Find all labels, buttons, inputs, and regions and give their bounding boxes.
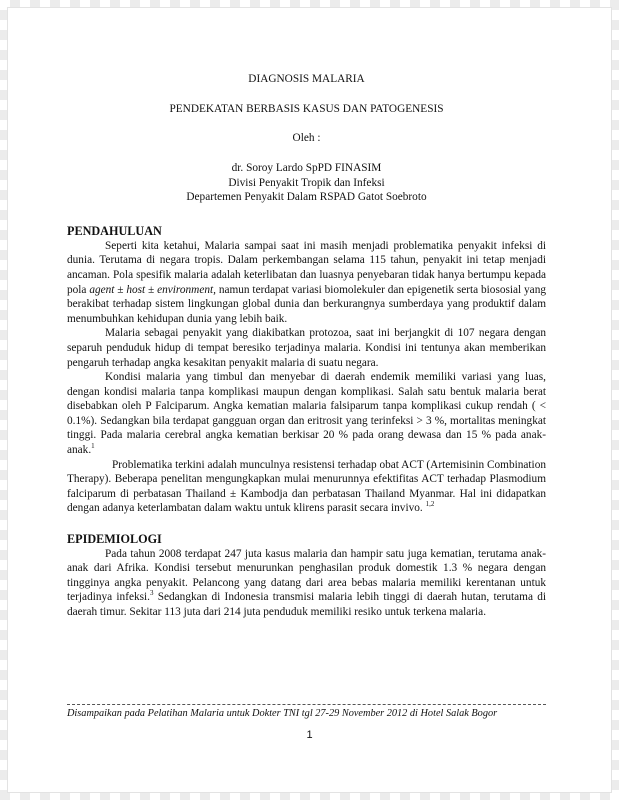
section-heading-epidemiologi: EPIDEMIOLOGI [67,532,162,547]
paragraph-intro-3 [67,370,546,458]
paragraph-intro-4 [67,458,546,516]
reference-superscript: 1 [91,442,95,451]
footer-note: Disampaikan pada Pelatihan Malaria untuk Dokter TNI tgl 27-29 November 2012 di Hotel Salak Bogor [67,708,498,719]
paragraph-text: Problematika terkini adalah munculnya resistensi terhadap obat ACT (Artemisinin Combination Therapy). Beberapa penelitan mengungkapkan mulai menurunnya efektifitas ACT terhadap Plasmodium falciparum di perbatasan Thailand ± Kambodja dan perbatasan Thailand Myanmar. Hal ini didapatkan dengan adanya keterlambatan dalam waktu untuk klirens parasit secara invivo. [67,458,546,515]
paragraph-epid-1 [67,547,546,620]
paragraph-intro-1 [67,239,546,327]
author-department: Departemen Penyakit Dalam RSPAD Gatot Soebroto [186,191,427,204]
reference-superscript: 1,2 [425,500,435,509]
paragraph-text: Sedangkan di Indonesia transmisi malaria lebih tinggi di daerah hutan, terutama di daerah timur. Sekitar 113 juta dari 214 juta penduduk memiliki resiko untuk terkena malaria. [67,591,546,619]
footer-divider [67,704,546,705]
doc-subtitle: PENDEKATAN BERBASIS KASUS DAN PATOGENESIS [169,102,444,115]
author-block [67,161,546,205]
author-division: Divisi Penyakit Tropik dan Infeksi [228,176,385,189]
paragraph-text: namun terdapat variasi biomolekuler dan epigenetik serta biososial yang berakibat terhadap sistem lingkungan global dunia dan berkurangnya sumberdaya yang produktif dalam menumbuhkan kehidupan dunia yang lebih baik. [67,283,546,325]
italic-term: agent ± host ± environment, [89,283,216,296]
paragraph-text: Pada tahun 2008 terdapat 247 juta kasus malaria dan hampir satu juga kematian, terutama anak-anak dari Afrika. Kondisi tersebut menurunkan penghasilan produk domestik 1.3 % negara dengan tingginya angka penyakit. Pelancong yang datang dari area bebas malaria memiliki kerentanan untuk terjadinya infeksi. [67,547,546,604]
paragraph-intro-2: Malaria sebagai penyakit yang diakibatkan protozoa, saat ini berjangkit di 107 negara dengan separuh penduduk hidup di tempat beresiko terjadinya malaria. Kondisi ini tentunya akan memberikan pengaruh terhadap angka kesakitan penyakit malaria di suatu negara. [67,327,546,369]
document-body [67,72,546,620]
section-heading-pendahuluan: PENDAHULUAN [67,224,162,239]
paragraph-text: Seperti kita ketahui, Malaria sampai saat ini masih menjadi problematika penyakit infeksi di dunia. Terutama di negara tropis. Dalam perkembangan selama 115 tahun, penyakit ini tetap menjadi ancaman. Pola spesifik malaria adalah keterlibatan dan luasnya penyebaran tidak hanya bertumpu kepada pola [67,239,546,296]
page-number: 1 [306,729,313,741]
author-name: dr. Soroy Lardo SpPD FINASIM [231,161,382,174]
paragraph-text: Kondisi malaria yang timbul dan menyebar di daerah endemik memiliki variasi yang luas, dengan kondisi malaria tanpa komplikasi maupun dengan komplikasi. Salah satu bentuk malaria berat disebabkan oleh P Falciparum. Angka kematian malaria falsiparum tanpa komplikasi cukup rendah ( < 0.1%). Sedangkan bila terdapat gangguan organ dan eritrosit yang terinfeksi > 3 %, mortalitas meningkat tinggi. Pada malaria cerebral angka kematian berkisar 20 % pada orang dewasa dan 15 % pada anak-anak. [67,371,546,457]
doc-title: DIAGNOSIS MALARIA [248,73,365,85]
by-label: Oleh : [292,132,321,145]
reference-superscript: 3 [149,589,154,598]
